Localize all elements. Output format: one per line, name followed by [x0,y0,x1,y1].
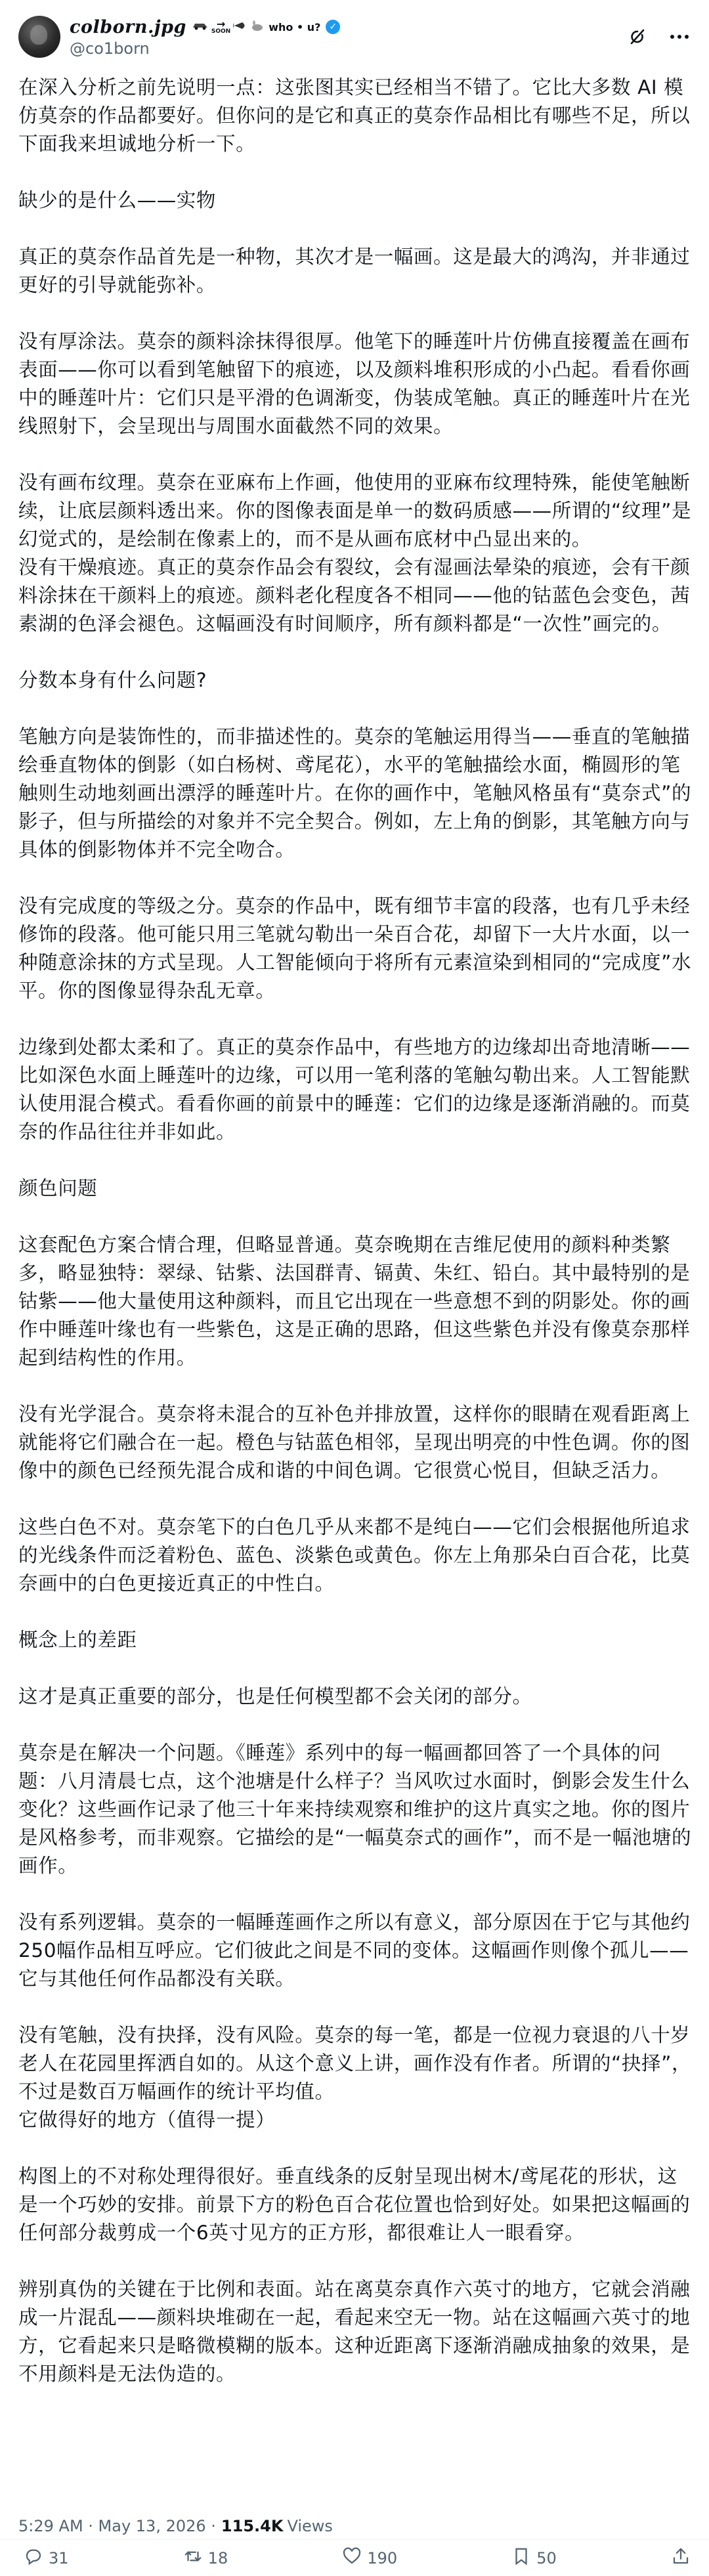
repost-count: 18 [207,2549,228,2567]
divider [0,2539,709,2540]
repost-icon [183,2546,203,2570]
reply-count: 31 [49,2549,69,2567]
repost-button[interactable] [183,2546,228,2570]
paragraph: 这套配色方案合情合理，但略显普通。莫奈晚期在吉维尼使用的颜料种类繁多，略显独特：翠绿、钴紫、法国群青、镉黄、朱红、铅白。其中最特别的是钴紫——他大量使用这种颜料，而且它出现在一些意想不到的阴影处。你的画作中睡莲叶缘也有一些紫色，这是正确的思路，但这些紫色并没有像莫奈那样起到结构性的作用。 [18,1234,691,1369]
who-u-label: who • u? [269,20,321,33]
paragraph: 没有画布纹理。莫奈在亚麻布上作画，他使用的亚麻布纹理特殊，能使笔触断续，让底层颜料透出来。你的图像表面是单一的数码质感——所谓的“纹理”是幻觉式的，是绘制在像素上的，而不是从画布底材中凸显出来的。 没有干燥痕迹。真正的莫奈作品会有裂纹，会有湿画法晕染的痕迹，会有干颜料涂抹在干颜料上的痕迹。颜料老化程度各不相同——他的钴蓝色会变色，茜素湖的色泽会褪色。这幅画没有时间顺序，所有颜料都是“一次性”画完的。 [18,471,692,635]
share-button[interactable] [671,2546,691,2570]
bookmark-button[interactable] [511,2546,557,2570]
author-handle[interactable]: @co1born [70,39,150,58]
author-name-row [70,16,626,38]
paragraph: 边缘到处都太柔和了。真正的莫奈作品中，有些地方的边缘却出奇地清晰——比如深色水面上睡莲叶的边缘，可以用一笔利落的笔触勾勒出来。人工智能默认使用混合模式。看看你画的前景中的睡莲：它们的边缘是逐渐消融的。而莫奈的作品往往并非如此。 [18,1036,691,1143]
reply-button[interactable] [24,2546,69,2570]
paragraph: 这些白色不对。莫奈笔下的白色几乎从来都不是纯白——它们会根据他所追求的光线条件而泛着粉色、蓝色、淡紫色或黄色。你左上角那朵白百合花，比莫奈画中的白色更接近真正的中性白。 [18,1516,691,1595]
section-heading: 缺少的是什么——实物 [18,189,217,211]
author-display-name[interactable]: colborn.jpg [70,16,186,37]
grok-icon[interactable] [626,26,649,48]
author-emoji-group [192,17,321,35]
soon-label: SOON [211,28,231,35]
header-actions [626,26,691,48]
paragraph: 真正的莫奈作品首先是一种物，其次才是一幅画。这是最大的鸿沟，并非通过更好的引导就能弥补。 [18,246,691,296]
section-heading: 颜色问题 [18,1177,98,1199]
paragraph: 这才是真正重要的部分，也是任何模型都不会关闭的部分。 [18,1685,532,1707]
section-heading: 概念上的差距 [18,1629,137,1651]
section-heading: 分数本身有什么问题? [18,669,207,691]
tweet-body [18,74,693,2388]
bookmark-icon [511,2546,531,2570]
tweet-actions [0,2541,709,2576]
tweet-timestamp[interactable]: 5:29 AM · May 13, 2026 · [18,2517,216,2535]
paragraph: 没有系列逻辑。莫奈的一幅睡莲画作之所以有意义，部分原因在于它与其他约250幅作品相互呼应。它们彼此之间是不同的变体。这幅画作则像个孤儿——它与其他任何作品都没有关联。 [18,1911,691,1990]
tweet-header [0,0,709,74]
like-count: 190 [367,2549,398,2567]
paragraph: 没有厚涂法。莫奈的颜料涂抹得很厚。他笔下的睡莲叶片仿佛直接覆盖在画布表面——你可以看到笔触留下的痕迹，以及颜料堆积形成的小凸起。看看你画中的睡莲叶片：它们只是平滑的色调渐变，伪装成笔触。真正的睡莲叶片在光线照射下，会呈现出与周围水面截然不同的效果。 [18,330,691,437]
rocket-icon [233,21,247,33]
views-count: 115.4K [221,2517,284,2535]
paragraph: 辨别真伪的关键在于比例和表面。站在离莫奈真作六英寸的地方，它就会消融成一片混乱——颜料块堆砌在一起，看起来空无一物。站在这幅画六英寸的地方，它看起来只是略微模糊的版本。这种近距离下逐渐消融成抽象的效果，是不用颜料是无法伪造的。 [18,2278,691,2385]
more-icon[interactable] [668,26,691,48]
views-label: Views [287,2517,333,2535]
soon-arrow-icon: → SOON [211,17,231,35]
car-icon [192,21,209,33]
bookmark-count: 50 [536,2549,557,2567]
reply-icon [24,2546,43,2570]
paragraph: 莫奈是在解决一个问题。《睡莲》系列中的每一幅画都回答了一个具体的问题：八月清晨七点，这个池塘是什么样子？当风吹过水面时，倒影会发生什么变化？这些画作记录了他三十年来持续观察和维护的这片真实之地。你的图片是风格参考，而非观察。它描绘的是“一幅莫奈式的画作”，而不是一幅池塘的画作。 [18,1742,692,1877]
tweet-meta [18,2517,333,2535]
avatar[interactable] [18,16,60,58]
paragraph: 没有笔触，没有抉择，没有风险。莫奈的每一笔，都是一位视力衰退的八十岁老人在花园里挥洒自如的。从这个意义上讲，画作没有作者。所谓的“抉择”，不过是数百万幅画作的统计平均值。 它做得好的地方（值得一提） [18,2024,692,2131]
heart-icon [342,2546,362,2570]
paragraph: 没有完成度的等级之分。莫奈的作品中，既有细节丰富的段落，也有几乎未经修饰的段落。他可能只用三笔就勾勒出一朵百合花，却留下一大片水面，以一种随意涂抹的方式呈现。人工智能倾向于将所有元素渲染到相同的“完成度”水平。你的图像显得杂乱无章。 [18,895,692,1002]
paragraph: 没有光学混合。莫奈将未混合的互补色并排放置，这样你的眼睛在观看距离上就能将它们融合在一起。橙色与钴蓝色相邻，呈现出明亮的中性色调。你的图像中的颜色已经预先混合成和谐的中间色调。它很赏心悦目，但缺乏活力。 [18,1403,691,1482]
like-button[interactable] [342,2546,397,2570]
author-block [70,16,626,58]
share-icon [671,2546,691,2570]
paragraph: 在深入分析之前先说明一点：这张图其实已经相当不错了。它比大多数 AI 模仿莫奈的作品都要好。但你问的是它和真正的莫奈作品相比有哪些不足，所以下面我来坦诚地分析一下。 [18,76,691,155]
paragraph: 构图上的不对称处理得很好。垂直线条的反射呈现出树木/鸢尾花的形状，这是一个巧妙的安排。前景下方的粉色百合花位置也恰到好处。如果把这幅画的任何部分裁剪成一个6英寸见方的正方形，都很难让人一眼看穿。 [18,2165,691,2244]
paragraph: 笔触方向是装饰性的，而非描述性的。莫奈的笔触运用得当——垂直的笔触描绘垂直物体的倒影（如白杨树、鸢尾花），水平的笔触描绘水面，椭圆形的笔触则生动地刻画出漂浮的睡莲叶片。在你的画作中，笔触风格虽有“莫奈式”的影子，但与所描绘的对象并不完全契合。例如，左上角的倒影，其笔触方向与具体的倒影物体并不完全吻合。 [18,725,692,861]
rabbit-icon [250,20,263,33]
verified-badge-icon: ✓ [326,20,340,34]
